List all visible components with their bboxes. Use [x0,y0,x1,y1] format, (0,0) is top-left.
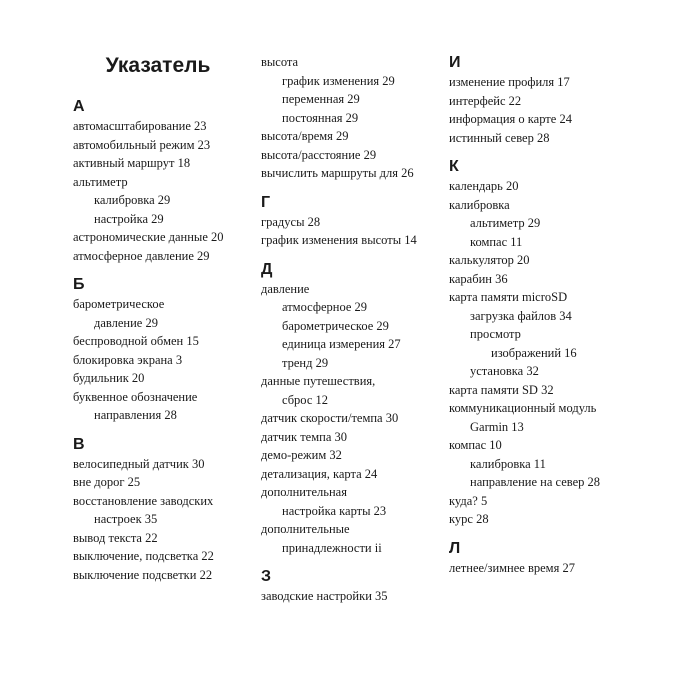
index-section [449,53,649,147]
index-subentry: атмосферное 29 [282,300,368,314]
index-subentry: загрузка файлов 34 [470,308,572,323]
index-entry: изменение профиля 17 [449,75,570,89]
index-entry: датчик темпа 30 [261,429,348,444]
section-letter: Г [261,193,271,211]
index-entry: датчик скорости/темпа 30 [261,411,399,425]
index-subentry: направления 28 [94,408,177,422]
index-subentry: переменная 29 [282,92,360,106]
index-subentry: направление на север 28 [470,475,600,489]
index-section [261,260,446,558]
index-column-3 [449,53,649,577]
index-entry: калибровка [449,197,510,212]
index-entry: автомасштабирование 23 [73,119,207,133]
section-letter: Б [73,276,85,293]
index-section [449,539,649,578]
index-entry: данные путешествия, [261,374,376,388]
index-entry: интерфейс 22 [449,93,522,108]
index-entry: демо-режим 32 [261,448,342,462]
index-entry: дополнительная [261,485,347,499]
index-entry: велосипедный датчик 30 [73,456,205,471]
index-entry: выключение, подсветка 22 [73,549,214,563]
section-letter: З [261,568,272,585]
index-entry: высота/расстояние 29 [261,147,377,162]
index-subentry: постоянная 29 [282,110,359,125]
index-subentry: принадлежности ii [282,540,382,555]
index-subentry: изображений 16 [491,345,577,360]
section-letter: Л [449,539,461,557]
index-subentry: установка 32 [470,364,539,378]
index-subentry: Garmin 13 [470,419,524,434]
index-entry: блокировка экрана 3 [73,352,183,367]
index-entry: карта памяти microSD [449,290,568,304]
index-column-2 [261,53,446,606]
index-entry: высота [261,55,299,69]
index-entry: беспроводной обмен 15 [73,334,199,348]
index-entry: куда? 5 [449,493,488,508]
index-entry: курс 28 [449,512,489,526]
index-entry: истинный север 28 [449,130,550,145]
index-entry: высота/время 29 [261,129,349,143]
index-entry: дополнительные [261,522,350,536]
index-entry: альтиметр [73,174,128,189]
index-entry: вычислить маршруты для 26 [261,166,414,180]
index-entry: карабин 36 [449,271,508,286]
index-entry: календарь 20 [449,179,519,193]
index-entry: карта памяти SD 32 [449,382,554,397]
index-entry: летнее/зимнее время 27 [449,560,575,575]
index-entry: калькулятор 20 [449,253,530,267]
index-entry: восстановление заводских [73,493,214,508]
index-section [449,157,649,529]
page-title: Указатель [105,54,211,77]
index-subentry: единица измерения 27 [282,337,401,351]
index-entry: автомобильный режим 23 [73,137,211,152]
index-subentry: настройка 29 [94,211,164,226]
index-column-1 [73,97,253,584]
index-entry: барометрическое [73,297,165,311]
index-entry: коммуникационный модуль [449,401,597,415]
index-subentry: альтиметр 29 [470,216,541,230]
index-entry: выключение подсветки 22 [73,567,213,582]
index-section [73,435,253,585]
index-entry: активный маршрут 18 [73,156,191,170]
index-subentry: график изменения 29 [282,73,395,88]
section-letter: А [73,98,85,115]
index-section [73,97,253,265]
index-subentry: калибровка 29 [94,193,171,207]
section-letter: В [73,435,85,453]
section-letter: Д [261,260,273,278]
index-entry: детализация, карта 24 [261,466,378,481]
index-section [261,567,446,606]
index-section [261,193,446,250]
section-letter: К [449,158,459,175]
index-entry: вывод текста 22 [73,530,158,545]
index-entry: вне дорог 25 [73,475,141,489]
index-entry: давление [261,281,310,296]
index-subentry: тренд 29 [282,355,329,370]
index-section [261,53,446,183]
index-entry: информация о карте 24 [449,112,572,126]
index-subentry: компас 11 [470,234,523,249]
index-entry: буквенное обозначение [73,389,198,404]
index-subentry: настройка карты 23 [282,503,387,518]
index-subentry: просмотр [470,327,521,341]
index-entry: атмосферное давление 29 [73,248,210,263]
index-subentry: барометрическое 29 [282,318,389,333]
index-entry: астрономические данные 20 [73,230,224,244]
index-entry: будильник 20 [73,371,145,385]
index-entry: заводские настройки 35 [261,589,388,603]
index-entry: градусы 28 [261,214,321,229]
section-letter: И [449,54,461,71]
index-subentry: сброс 12 [282,392,329,407]
index-subentry: давление 29 [94,315,158,330]
index-entry: компас 10 [449,438,502,452]
index-section [73,275,253,425]
index-subentry: настроек 35 [94,512,158,526]
index-entry: график изменения высоты 14 [261,233,417,247]
index-subentry: калибровка 11 [470,456,546,471]
